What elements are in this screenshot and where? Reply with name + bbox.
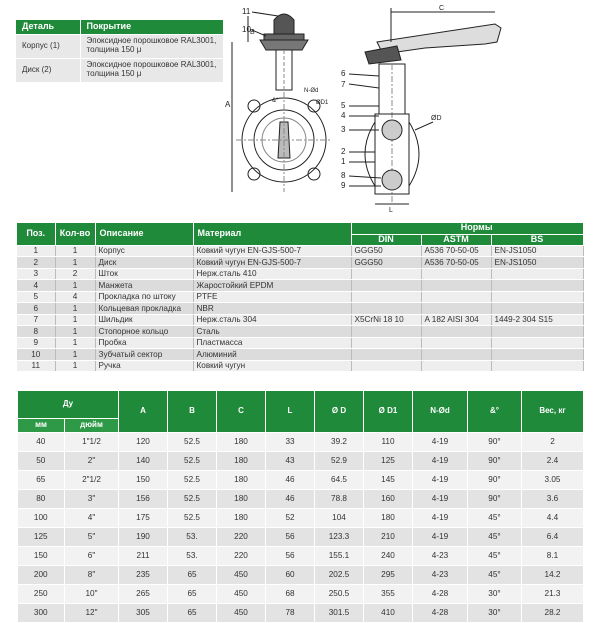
table-cell: 1449-2 304 S15 [491, 314, 583, 326]
table-row [17, 268, 583, 280]
parts-header-qty: Кол-во [55, 223, 95, 245]
table-cell: 52.9 [315, 452, 364, 471]
table-row [17, 280, 583, 292]
table-cell: 4-23 [413, 566, 468, 585]
table-cell: 305 [119, 604, 168, 623]
table-cell: 450 [217, 566, 266, 585]
bolt-holes-label: N-Ød [304, 88, 319, 94]
dims-header-c: C [217, 391, 266, 433]
table-cell: 60 [266, 566, 315, 585]
dims-header-a: A [119, 391, 168, 433]
dims-header-dy: Ду [18, 391, 119, 419]
table-cell: 355 [364, 585, 413, 604]
callout-10: 10 [242, 25, 251, 34]
table-cell: 4-28 [413, 585, 468, 604]
dim-d1-label: ØD1 [316, 100, 329, 106]
table-cell: A536 70-50-05 [421, 257, 491, 269]
table-cell [351, 349, 421, 361]
table-cell: Шток [95, 268, 193, 280]
table-cell: 450 [217, 604, 266, 623]
table-cell [491, 291, 583, 303]
dim-b-label: B [250, 29, 255, 36]
table-cell [421, 280, 491, 292]
table-cell: 240 [364, 547, 413, 566]
dims-header-mm: мм [18, 419, 65, 433]
table-cell: 8" [65, 566, 119, 585]
table-cell: 4-19 [413, 490, 468, 509]
table-cell: Ковкий чугун [193, 360, 351, 372]
table-row [18, 433, 584, 452]
table-cell: 125 [364, 452, 413, 471]
table-cell: Ковкий чугун EN-GJS-500-7 [193, 257, 351, 269]
table-cell: 45° [468, 566, 522, 585]
table-cell: 52.5 [168, 471, 217, 490]
table-cell: Ручка [95, 360, 193, 372]
table-cell [491, 337, 583, 349]
table-cell: 46 [266, 490, 315, 509]
table-cell: Ковкий чугун EN-GJS-500-7 [193, 245, 351, 257]
table-cell: 220 [217, 528, 266, 547]
table-cell: Алюминий [193, 349, 351, 361]
table-cell: 150 [119, 471, 168, 490]
table-cell: 1"1/2 [65, 433, 119, 452]
table-cell: 50 [18, 452, 65, 471]
table-cell: 125 [18, 528, 65, 547]
table-cell: 1 [55, 245, 95, 257]
table-cell [421, 349, 491, 361]
table-cell: 175 [119, 509, 168, 528]
dims-header-nd: N-Ød [413, 391, 468, 433]
table-row [16, 34, 223, 58]
table-cell: 65 [168, 566, 217, 585]
table-cell: 4-19 [413, 471, 468, 490]
table-cell: 45° [468, 528, 522, 547]
dims-header-weight: Вес, кг [522, 391, 584, 433]
table-cell: 123.3 [315, 528, 364, 547]
table-cell: 2.4 [522, 452, 584, 471]
table-cell: 156 [119, 490, 168, 509]
table-cell: 110 [364, 433, 413, 452]
table-cell: 250.5 [315, 585, 364, 604]
table-row [17, 314, 583, 326]
callout-11: 11 [242, 7, 251, 16]
table-cell [351, 268, 421, 280]
table-cell [491, 303, 583, 315]
table-cell: 3" [65, 490, 119, 509]
table-cell: 1 [55, 360, 95, 372]
table-cell: 52.5 [168, 509, 217, 528]
table-cell: 52.5 [168, 452, 217, 471]
table-cell: 120 [119, 433, 168, 452]
table-cell: 1 [17, 245, 55, 257]
table-cell: 1 [55, 326, 95, 338]
table-cell: 6" [65, 547, 119, 566]
table-cell: Диск [95, 257, 193, 269]
table-cell: 265 [119, 585, 168, 604]
table-cell: 90° [468, 471, 522, 490]
table-cell: 40 [18, 433, 65, 452]
table-cell: 6 [17, 303, 55, 315]
table-cell: 3 [17, 268, 55, 280]
table-row [17, 303, 583, 315]
table-cell: 450 [217, 585, 266, 604]
table-cell [491, 268, 583, 280]
table-cell [351, 291, 421, 303]
table-cell [491, 360, 583, 372]
parts-header-description: Описание [95, 223, 193, 245]
table-cell: 180 [217, 452, 266, 471]
parts-header-material: Материал [193, 223, 351, 245]
table-cell: 180 [217, 471, 266, 490]
table-cell: 180 [217, 490, 266, 509]
table-cell [421, 303, 491, 315]
table-cell: 210 [364, 528, 413, 547]
parts-header-din: DIN [351, 234, 421, 245]
table-cell: 140 [119, 452, 168, 471]
table-cell: 220 [217, 547, 266, 566]
table-cell: 14.2 [522, 566, 584, 585]
table-cell [491, 349, 583, 361]
coating-header-part: Деталь [16, 20, 80, 34]
callout-6: 6 [341, 69, 346, 78]
table-cell: Прокладка по штоку [95, 291, 193, 303]
table-cell: 65 [168, 604, 217, 623]
table-cell: Кольцевая прокладка [95, 303, 193, 315]
dim-a-label: A [225, 100, 231, 109]
table-row [17, 326, 583, 338]
table-cell: 68 [266, 585, 315, 604]
table-cell: 2" [65, 452, 119, 471]
table-cell: Пробка [95, 337, 193, 349]
parts-header-astm: ASTM [421, 234, 491, 245]
table-row [18, 547, 584, 566]
table-row [17, 349, 583, 361]
table-cell: 80 [18, 490, 65, 509]
table-cell: 1 [55, 349, 95, 361]
table-cell: 65 [18, 471, 65, 490]
table-row [18, 528, 584, 547]
table-row [17, 245, 583, 257]
table-cell: 2 [55, 268, 95, 280]
dim-l-label: L [389, 207, 393, 214]
table-cell [421, 337, 491, 349]
table-cell: 30° [468, 604, 522, 623]
table-row [18, 509, 584, 528]
table-cell: 4" [65, 509, 119, 528]
table-cell: 10" [65, 585, 119, 604]
callout-2: 2 [341, 147, 346, 156]
table-cell: 7 [17, 314, 55, 326]
table-cell: 45° [468, 547, 522, 566]
table-cell: 4-19 [413, 452, 468, 471]
table-cell [351, 303, 421, 315]
coating-table [16, 20, 224, 82]
callout-4: 4 [341, 111, 346, 120]
table-cell: 30° [468, 585, 522, 604]
dims-header-inch: дюйм [65, 419, 119, 433]
table-cell [421, 268, 491, 280]
table-row [18, 585, 584, 604]
table-cell: 1 [55, 280, 95, 292]
table-cell [351, 360, 421, 372]
table-row [18, 490, 584, 509]
table-cell: 180 [217, 509, 266, 528]
table-cell: 4 [55, 291, 95, 303]
valve-side-view-drawing [335, 2, 515, 212]
table-cell: 2"1/2 [65, 471, 119, 490]
table-cell: 4-19 [413, 509, 468, 528]
table-cell: 53. [168, 547, 217, 566]
table-cell [491, 326, 583, 338]
callout-1: 1 [341, 157, 346, 166]
callout-7: 7 [341, 80, 346, 89]
table-row [18, 471, 584, 490]
parts-header-pos: Поз. [17, 223, 55, 245]
table-cell: 300 [18, 604, 65, 623]
coating-value: Эпоксидное порошковое RAL3001, толщина 150 μ [80, 58, 223, 82]
dims-header-b: B [168, 391, 217, 433]
table-cell: 56 [266, 547, 315, 566]
table-cell: 4-28 [413, 604, 468, 623]
table-cell: 10 [17, 349, 55, 361]
table-cell: 78 [266, 604, 315, 623]
table-cell: 8 [17, 326, 55, 338]
table-cell: A 182 AISI 304 [421, 314, 491, 326]
table-cell: PTFE [193, 291, 351, 303]
table-cell: 250 [18, 585, 65, 604]
table-cell: 160 [364, 490, 413, 509]
table-row [17, 337, 583, 349]
angle-label: &° [272, 98, 279, 104]
parts-table [17, 223, 584, 372]
table-cell: 28.2 [522, 604, 584, 623]
dims-header-d: Ø D [315, 391, 364, 433]
table-cell: 5" [65, 528, 119, 547]
table-cell: 2 [522, 433, 584, 452]
table-cell: 46 [266, 471, 315, 490]
table-row [16, 58, 223, 82]
table-cell: 295 [364, 566, 413, 585]
table-cell: 1 [55, 314, 95, 326]
table-cell: 145 [364, 471, 413, 490]
table-cell: 52.5 [168, 490, 217, 509]
table-cell: 4-23 [413, 547, 468, 566]
table-row [18, 452, 584, 471]
table-cell: Зубчатый сектор [95, 349, 193, 361]
table-cell: 12" [65, 604, 119, 623]
table-cell: 64.5 [315, 471, 364, 490]
table-cell: 211 [119, 547, 168, 566]
table-cell: 410 [364, 604, 413, 623]
table-cell: 1 [55, 257, 95, 269]
table-cell: 90° [468, 490, 522, 509]
dimensions-table [17, 390, 584, 623]
table-cell: 2 [17, 257, 55, 269]
dims-header-l: L [266, 391, 315, 433]
table-cell: Жаростойкий EPDM [193, 280, 351, 292]
table-cell: 1 [55, 303, 95, 315]
table-cell: EN-JS1050 [491, 257, 583, 269]
table-cell: 43 [266, 452, 315, 471]
table-cell: 4-19 [413, 528, 468, 547]
table-cell: 200 [18, 566, 65, 585]
table-cell: 235 [119, 566, 168, 585]
table-cell: 52.5 [168, 433, 217, 452]
table-cell [421, 360, 491, 372]
table-cell: 3.6 [522, 490, 584, 509]
table-cell: 4.4 [522, 509, 584, 528]
coating-value: Эпоксидное порошковое RAL3001, толщина 150 μ [80, 34, 223, 58]
table-row [17, 360, 583, 372]
table-cell: Нерж.сталь 410 [193, 268, 351, 280]
coating-header-coating: Покрытие [80, 20, 223, 34]
table-row [17, 291, 583, 303]
table-cell [351, 280, 421, 292]
table-cell: Манжета [95, 280, 193, 292]
table-cell: EN-JS1050 [491, 245, 583, 257]
table-cell: Стопорное кольцо [95, 326, 193, 338]
table-cell: Пластмасса [193, 337, 351, 349]
table-cell: 33 [266, 433, 315, 452]
callout-8: 8 [341, 171, 346, 180]
coating-part: Корпус (1) [16, 34, 80, 58]
table-cell: 90° [468, 452, 522, 471]
table-cell: Шильдик [95, 314, 193, 326]
table-cell: 65 [168, 585, 217, 604]
table-cell [491, 280, 583, 292]
table-cell: 4 [17, 280, 55, 292]
table-cell: 4-19 [413, 433, 468, 452]
parts-table-body [17, 245, 583, 372]
callout-9: 9 [341, 181, 346, 190]
table-cell: 3.05 [522, 471, 584, 490]
parts-header-bs: BS [491, 234, 583, 245]
dim-d-label: ØD [431, 115, 442, 122]
table-cell [421, 291, 491, 303]
table-cell: 190 [119, 528, 168, 547]
table-cell: 21.3 [522, 585, 584, 604]
table-cell: X5CrNi 18 10 [351, 314, 421, 326]
table-row [18, 604, 584, 623]
table-cell: 53. [168, 528, 217, 547]
dims-header-angle: &° [468, 391, 522, 433]
table-cell: 56 [266, 528, 315, 547]
table-cell: 301.5 [315, 604, 364, 623]
callout-3: 3 [341, 125, 346, 134]
dims-header-d1: Ø D1 [364, 391, 413, 433]
table-cell: Сталь [193, 326, 351, 338]
table-cell: 8.1 [522, 547, 584, 566]
table-cell: NBR [193, 303, 351, 315]
dimensions-table-body [18, 433, 584, 623]
table-cell: 100 [18, 509, 65, 528]
table-cell: 5 [17, 291, 55, 303]
table-cell: 150 [18, 547, 65, 566]
parts-header-norms: Нормы [351, 223, 583, 234]
table-cell [351, 337, 421, 349]
table-cell: Нерж.сталь 304 [193, 314, 351, 326]
table-cell: 52 [266, 509, 315, 528]
table-cell: Корпус [95, 245, 193, 257]
table-row [18, 566, 584, 585]
table-cell: 11 [17, 360, 55, 372]
table-cell: GGG50 [351, 245, 421, 257]
table-cell: 202.5 [315, 566, 364, 585]
table-row [17, 257, 583, 269]
table-cell: 9 [17, 337, 55, 349]
table-cell: 155.1 [315, 547, 364, 566]
table-cell: 104 [315, 509, 364, 528]
table-cell: 45° [468, 509, 522, 528]
table-cell: 6.4 [522, 528, 584, 547]
table-cell: 90° [468, 433, 522, 452]
table-cell: 39.2 [315, 433, 364, 452]
table-cell: GGG50 [351, 257, 421, 269]
table-cell: 78.8 [315, 490, 364, 509]
table-cell: 180 [364, 509, 413, 528]
table-cell [421, 326, 491, 338]
table-cell: 1 [55, 337, 95, 349]
table-cell: A536 70-50-05 [421, 245, 491, 257]
dim-c-label: C [439, 5, 445, 12]
coating-part: Диск (2) [16, 58, 80, 82]
table-cell [351, 326, 421, 338]
table-cell: 180 [217, 433, 266, 452]
callout-5: 5 [341, 101, 346, 110]
